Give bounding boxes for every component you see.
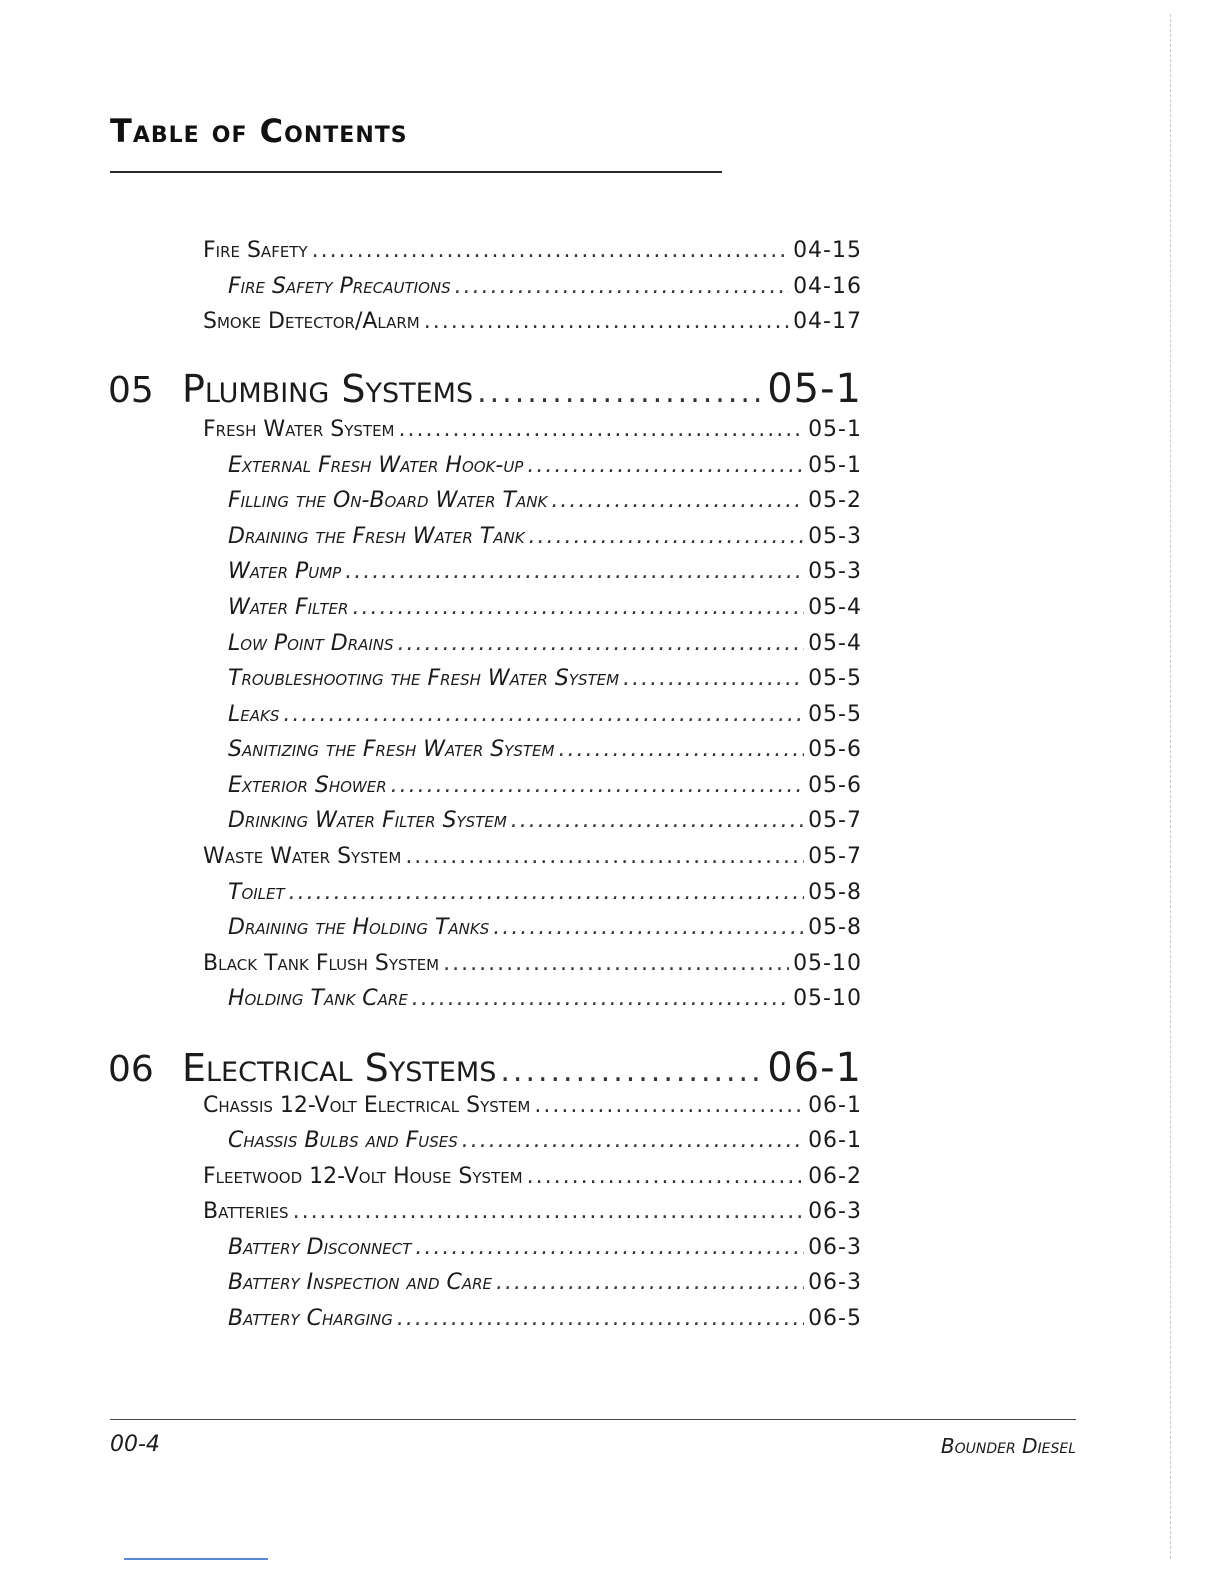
chapter-title: Electrical Systems [182,1046,497,1090]
toc-entry-page: 06-1 [808,1093,862,1118]
toc-entry[interactable] [228,597,862,619]
dot-leader [412,988,789,1010]
dot-leader [551,490,804,512]
toc-entry-label: Chassis Bulbs and Fuses [228,1128,458,1153]
toc-entry-page: 05-8 [808,915,862,940]
toc-entry-page: 05-4 [808,631,862,656]
toc-entry-label: Holding Tank Care [228,986,408,1011]
footer-manual-name: Bounder Diesel [940,1434,1076,1458]
toc-entry[interactable] [228,633,862,655]
toc-entry-page: 05-3 [808,559,862,584]
toc-entry[interactable] [203,1166,862,1188]
toc-entry-page: 05-6 [808,773,862,798]
toc-entry-label: Toilet [228,880,285,905]
toc-entry[interactable] [203,1095,862,1117]
chapter-number: 06 [108,1049,154,1090]
toc-entry[interactable] [228,490,862,512]
toc-entry-page: 05-10 [793,986,862,1011]
dot-leader [391,775,804,797]
dot-leader [477,378,763,408]
dot-leader [345,561,804,583]
toc-entry-label: Sanitizing the Fresh Water System [228,737,555,762]
toc-entry-label: External Fresh Water Hook-up [228,453,524,478]
toc-entry-label: Batteries [203,1199,289,1224]
toc-entry-page: 05-7 [808,844,862,869]
toc-entry-page: 05-7 [808,808,862,833]
toc-entry-page: 05-5 [808,702,862,727]
toc-entry-page: 05-3 [808,524,862,549]
footer-rule [110,1419,1076,1420]
toc-entry[interactable] [228,561,862,583]
toc-entry-label: Fire Safety [203,238,308,263]
dot-leader [397,1308,804,1330]
dot-leader [500,1057,763,1087]
toc-entry-page: 05-1 [808,417,862,442]
dot-leader [462,1130,804,1152]
toc-entry-fire-safety-precautions[interactable] [228,276,862,298]
toc-entry-page: 06-1 [808,1128,862,1153]
dot-leader [493,917,804,939]
toc-entry-label: Draining the Fresh Water Tank [228,524,525,549]
toc-entry[interactable] [228,775,862,797]
dot-leader [312,240,789,262]
toc-entry-label: Troubleshooting the Fresh Water System [228,666,620,691]
dot-leader [529,526,805,548]
toc-entry-page: 06-2 [808,1164,862,1189]
toc-entry-page: 06-5 [808,1306,862,1331]
dot-leader [293,1201,804,1223]
toc-entry-page: 04-16 [793,274,862,299]
chapter-page: 06-1 [767,1045,862,1091]
toc-entry-label: Drinking Water Filter System [228,808,507,833]
toc-entry-label: Battery Disconnect [228,1235,412,1260]
toc-entry[interactable] [203,419,862,441]
toc-entry[interactable] [228,1272,862,1294]
toc-entry-label: Filling the On-Board Water Tank [228,488,548,513]
dot-leader [623,668,804,690]
toc-entry[interactable] [228,704,862,726]
dot-leader [289,882,804,904]
toc-entry-label: Leaks [228,702,280,727]
toc-entry-page: 05-8 [808,880,862,905]
toc-entry-page: 06-3 [808,1199,862,1224]
toc-entry-page: 04-15 [793,238,862,263]
toc-entry-label: Battery Inspection and Care [228,1270,493,1295]
toc-entry-page: 05-6 [808,737,862,762]
toc-entry[interactable] [228,739,862,761]
toc-entry-page: 06-3 [808,1235,862,1260]
toc-entry[interactable] [203,1201,862,1223]
dot-leader [398,633,805,655]
toc-entry-label: Fire Safety Precautions [228,274,451,299]
toc-entry-label: Smoke Detector/Alarm [203,309,420,334]
dot-leader [558,739,804,761]
toc-entry[interactable] [228,810,862,832]
scan-bottom-mark [124,1558,268,1560]
dot-leader [415,1237,804,1259]
toc-entry-label: Battery Charging [228,1306,393,1331]
dot-leader [511,810,804,832]
toc-entry-label: Exterior Shower [228,773,387,798]
toc-entry-fire-safety[interactable] [203,240,862,262]
toc-entry[interactable] [203,953,862,975]
dot-leader [424,311,789,333]
chapter-number: 05 [108,370,154,411]
toc-entry[interactable] [228,1308,862,1330]
toc-entry[interactable] [228,1130,862,1152]
page-title: Table of Contents [110,112,408,150]
dot-leader [496,1272,804,1294]
toc-entry-label: Fleetwood 12-Volt House System [203,1164,523,1189]
dot-leader [283,704,804,726]
toc-entry-label: Chassis 12-Volt Electrical System [203,1093,531,1118]
toc-entry-label: Draining the Holding Tanks [228,915,490,940]
toc-entry-page: 06-3 [808,1270,862,1295]
dot-leader [534,1095,804,1117]
toc-entry[interactable] [228,988,862,1010]
dot-leader [405,846,804,868]
toc-entry-smoke-detector[interactable] [203,311,862,333]
toc-entry[interactable] [228,526,862,548]
toc-entry[interactable] [228,882,862,904]
toc-entry[interactable] [228,1237,862,1259]
dot-leader [398,419,804,441]
dot-leader [455,276,789,298]
toc-entry-page: 05-10 [793,951,862,976]
toc-entry-label: Fresh Water System [203,417,395,442]
toc-chapter-06[interactable] [108,1045,862,1091]
dot-leader [527,1166,804,1188]
toc-entry[interactable] [203,846,862,868]
footer-page-number: 00-4 [110,1432,160,1457]
toc-chapter-05[interactable] [108,366,862,412]
toc-entry-page: 05-1 [808,453,862,478]
toc-entry-label: Water Pump [228,559,342,584]
toc-entry-page: 05-2 [808,488,862,513]
toc-entry-label: Black Tank Flush System [203,951,440,976]
toc-entry-label: Low Point Drains [228,631,394,656]
dot-leader [527,455,804,477]
toc-entry[interactable] [228,917,862,939]
chapter-title: Plumbing Systems [182,367,474,411]
toc-entry-label: Water Filter [228,595,349,620]
toc-entry-page: 05-4 [808,595,862,620]
toc-entry[interactable] [228,455,862,477]
dot-leader [443,953,789,975]
toc-entry[interactable] [228,668,862,690]
dot-leader [352,597,804,619]
toc-entry-page: 04-17 [793,309,862,334]
toc-entry-label: Waste Water System [203,844,402,869]
chapter-page: 05-1 [767,366,862,412]
toc-entry-page: 05-5 [808,666,862,691]
scan-margin-line [1170,14,1171,1559]
